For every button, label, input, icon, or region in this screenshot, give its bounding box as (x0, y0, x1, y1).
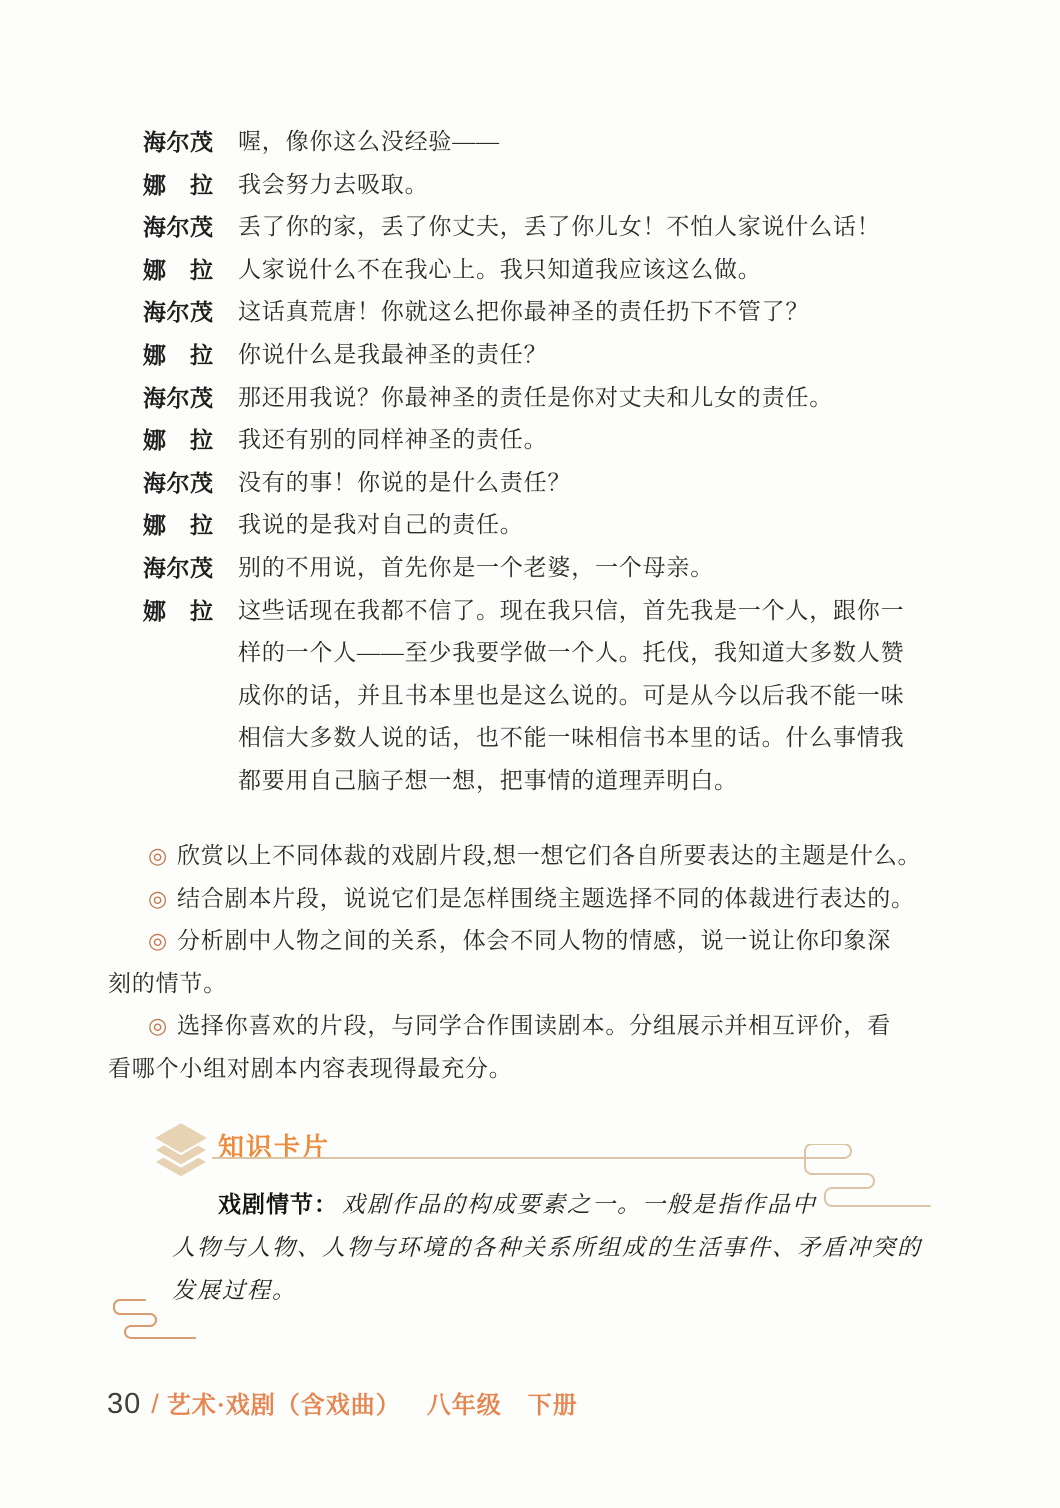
speaker-name: 海尔茂 (143, 469, 214, 496)
dialogue-text-line: 样的一个人——至少我要学做一个人。托伐，我知道大多数人赞 (238, 640, 905, 666)
activity-line: 刻的情节。 (108, 970, 227, 996)
speaker-name: 娜 拉 (143, 597, 214, 624)
knowledge-card-line: 人物与人物、人物与环境的各种关系所组成的生活事件、矛盾冲突的 (172, 1235, 922, 1260)
dialogue-text-line: 都要用自己脑子想一想，把事情的道理弄明白。 (238, 767, 738, 793)
dialogue-row (143, 164, 943, 207)
knowledge-card-line (172, 1183, 942, 1226)
dialogue-section (143, 121, 943, 803)
dialogue-text-line: 丢了你的家，丢了你丈夫，丢了你儿女！不怕人家说什么话！ (238, 214, 881, 240)
knowledge-card-title: 知识卡片 (218, 1132, 331, 1162)
dialogue-text (238, 462, 943, 505)
activity-line: ◎ 分析剧中人物之间的关系，体会不同人物的情感，说一说让你印象深 (148, 928, 891, 954)
knowledge-card-line: 发展过程。 (172, 1278, 297, 1303)
dialogue-text-line: 我会努力去吸取。 (238, 171, 429, 197)
stacked-cards-icon (150, 1122, 212, 1180)
dialogue-row (143, 377, 943, 420)
bullet-icon: ◎ (148, 1013, 168, 1039)
dialogue-text-line: 人家说什么不在我心上。我只知道我应该这么做。 (238, 256, 762, 282)
speaker-name: 娜 拉 (143, 256, 214, 283)
footer-volume: 下册 (527, 1393, 578, 1419)
bullet-icon: ◎ (148, 843, 168, 868)
dialogue-row (143, 291, 943, 334)
footer-grade: 八年级 (426, 1393, 502, 1419)
page-number: 30 (107, 1388, 142, 1420)
activity-line: ◎ 结合剧本片段，说说它们是怎样围绕主题选择不同的体裁进行表达的。 (148, 885, 915, 911)
speaker-name: 娜 拉 (143, 341, 214, 368)
dialogue-text-line: 这话真荒唐！你就这么把你最神圣的责任扔下不管了？ (238, 299, 810, 325)
bullet-icon: ◎ (148, 928, 168, 954)
dialogue-row (143, 462, 943, 505)
dialogue-text-line: 这些话现在我都不信了。现在我只信，首先我是一个人，跟你一 (238, 597, 905, 623)
dialogue-text-line: 喔，像你这么没经验—— (238, 129, 500, 154)
dialogue-row (143, 419, 943, 462)
dialogue-text (238, 590, 943, 803)
activity-line: 看哪个小组对剧本内容表现得最充分。 (108, 1055, 513, 1081)
speaker-name: 娜 拉 (143, 427, 214, 454)
dialogue-text (238, 164, 943, 207)
bullet-icon: ◎ (148, 885, 168, 911)
speaker-name: 海尔茂 (143, 214, 214, 241)
dialogue-text (238, 334, 943, 377)
dialogue-row (143, 249, 943, 292)
term-definition-part: 戏剧作品的构成要素之一。一般是指作品中 (342, 1192, 817, 1217)
dialogue-text-line: 那还用我说？你最神圣的责任是你对丈夫和儿女的责任。 (238, 384, 833, 410)
dialogue-text (238, 249, 943, 292)
term-label: 戏剧情节： (218, 1191, 338, 1217)
dialogue-text-line: 我说的是我对自己的责任。 (238, 512, 524, 538)
activity-line: ◎ 欣赏以上不同体裁的戏剧片段,想一想它们各自所要表达的主题是什么。 (148, 843, 922, 868)
dialogue-text (238, 419, 943, 462)
activity-line: ◎ 选择你喜欢的片段，与同学合作围读剧本。分组展示并相互评价，看 (148, 1013, 891, 1039)
footer-separator: / (151, 1389, 159, 1419)
speaker-name: 娜 拉 (143, 512, 214, 539)
speaker-name: 娜 拉 (143, 171, 214, 198)
page-footer (107, 1385, 578, 1421)
dialogue-text (238, 291, 943, 334)
speaker-name: 海尔茂 (143, 554, 214, 581)
dialogue-row (143, 590, 943, 803)
dialogue-text (238, 121, 943, 164)
dialogue-row (143, 334, 943, 377)
dialogue-text (238, 206, 943, 249)
dialogue-row (143, 121, 943, 164)
dialogue-text (238, 547, 943, 590)
knowledge-card-body (172, 1183, 942, 1312)
dialogue-row (143, 206, 943, 249)
speaker-name: 海尔茂 (143, 129, 214, 155)
activities-section (108, 835, 938, 1091)
dialogue-text-line: 别的不用说，首先你是一个老婆，一个母亲。 (238, 554, 714, 580)
dialogue-text (238, 504, 943, 547)
dialogue-text-line: 没有的事！你说的是什么责任？ (238, 469, 572, 495)
dialogue-text (238, 377, 943, 420)
dialogue-row (143, 547, 943, 590)
footer-course-title: 艺术·戏剧（含戏曲） (166, 1393, 401, 1419)
dialogue-row (143, 504, 943, 547)
speaker-name: 海尔茂 (143, 299, 214, 326)
dialogue-text-line: 成你的话，并且书本里也是这么说的。可是从今以后我不能一味 (238, 682, 905, 708)
cloud-motif-left (103, 1294, 203, 1346)
speaker-name: 海尔茂 (143, 384, 214, 411)
dialogue-text-line: 相信大多数人说的话，也不能一味相信书本里的话。什么事情我 (238, 725, 905, 751)
dialogue-text-line: 你说什么是我最神圣的责任？ (238, 341, 548, 367)
dialogue-text-line: 我还有别的同样神圣的责任。 (238, 427, 548, 453)
